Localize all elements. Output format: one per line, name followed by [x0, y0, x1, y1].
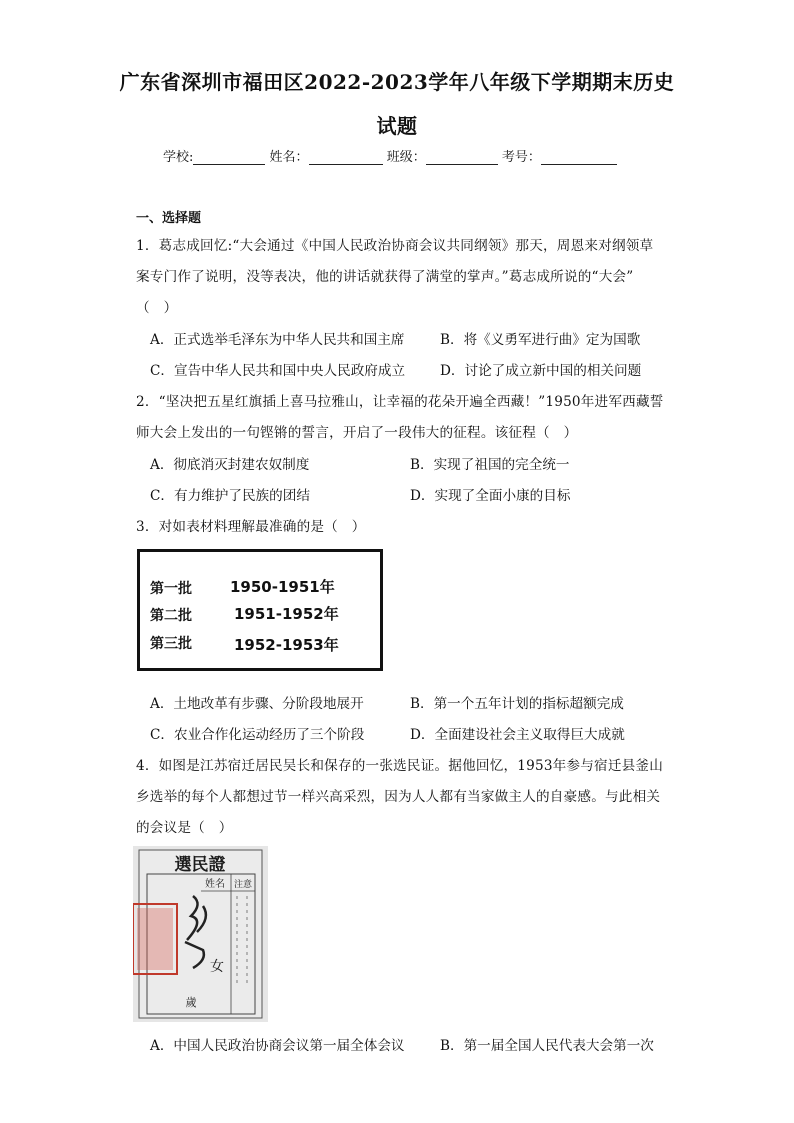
- question-4-line-1: 4．如图是江苏宿迁居民吴长和保存的一张选民证。据他回忆，1953年参与宿迁县釜山: [136, 758, 664, 774]
- exam-number-label: 考号：: [501, 150, 541, 165]
- voter-card-photo: [133, 846, 268, 1022]
- question-4-option-a[interactable]: A．中国人民政治协商会议第一届全体会议: [150, 1038, 405, 1054]
- question-1-line-1: 1．葛志成回忆:“大会通过《中国人民政治协商会议共同纲领》那天，周恩来对纲领草: [136, 238, 654, 254]
- section-title: 一、选择题: [136, 211, 202, 226]
- exam-number-blank[interactable]: [541, 152, 617, 165]
- question-2-line-2: 师大会上发出的一句铿锵的誓言，开启了一段伟大的征程。该征程（ ）: [136, 425, 578, 441]
- question-1-option-b[interactable]: B．将《义勇军进行曲》定为国歌: [440, 332, 641, 348]
- voter-card-name-caption: 姓名: [205, 879, 225, 890]
- question-3-option-a[interactable]: A．土地改革有步骤、分阶段地展开: [150, 696, 364, 712]
- question-2-option-d[interactable]: D．实现了全面小康的目标: [410, 488, 571, 504]
- question-2-option-c[interactable]: C．有力维护了民族的团结: [150, 488, 310, 504]
- voter-card-image: [133, 846, 268, 1022]
- question-3-option-b[interactable]: B．第一个五年计划的指标超额完成: [410, 696, 624, 712]
- question-1-option-a[interactable]: A．正式选举毛泽东为中华人民共和国主席: [150, 332, 405, 348]
- name-label: 姓名：: [269, 150, 309, 165]
- batch-2-label: 第二批: [150, 608, 192, 624]
- question-3-option-c[interactable]: C．农业合作化运动经历了三个阶段: [150, 727, 365, 743]
- question-4-line-2: 乡选举的每个人都想过节一样兴高采烈，因为人人都有当家做主人的自豪感。与此相关: [136, 789, 661, 805]
- batch-3-years: 1952-1953年: [234, 636, 339, 654]
- batch-1-years: 1950-1951年: [230, 578, 335, 596]
- batch-1-label: 第一批: [150, 581, 192, 597]
- question-1-option-c[interactable]: C．宣告中华人民共和国中央人民政府成立: [150, 363, 406, 379]
- question-2-option-b[interactable]: B．实现了祖国的完全统一: [410, 457, 570, 473]
- voter-card-gender: 女: [210, 959, 224, 975]
- question-1-line-3: （ ）: [136, 300, 178, 316]
- school-blank[interactable]: [193, 152, 265, 165]
- batch-table: [137, 549, 383, 671]
- question-1-line-2: 案专门作了说明，没等表决，他的讲话就获得了满堂的掌声。”葛志成所说的“大会”: [136, 269, 634, 285]
- voter-card-age-unit: 歲: [185, 996, 197, 1009]
- question-3-line-1: 3．对如表材料理解最准确的是（ ）: [136, 519, 366, 535]
- voter-card-heading: 選民證: [174, 855, 226, 875]
- page-title-line-1: 广东省深圳市福田区2022-2023学年八年级下学期期末历史: [119, 70, 675, 94]
- school-label: 学校:: [163, 150, 194, 165]
- voter-card-notes-caption: 注意: [233, 880, 253, 890]
- batch-2-years: 1951-1952年: [234, 605, 339, 623]
- class-label: 班级：: [386, 150, 426, 165]
- batch-3-label: 第三批: [150, 636, 192, 652]
- question-3-option-d[interactable]: D．全面建设社会主义取得巨大成就: [410, 727, 625, 743]
- page-title-line-2: 试题: [376, 114, 418, 138]
- class-blank[interactable]: [426, 152, 498, 165]
- question-4-line-3: 的会议是（ ）: [136, 820, 233, 836]
- question-4-option-b[interactable]: B．第一届全国人民代表大会第一次: [440, 1038, 654, 1054]
- student-info-fields: [163, 146, 617, 165]
- question-1-option-d[interactable]: D．讨论了成立新中国的相关问题: [440, 363, 642, 379]
- question-2-option-a[interactable]: A．彻底消灭封建农奴制度: [150, 457, 310, 473]
- question-2-line-1: 2．“坚决把五星红旗插上喜马拉雅山，让幸福的花朵开遍全西藏！”1950年进军西藏誓: [136, 394, 664, 410]
- name-blank[interactable]: [309, 152, 383, 165]
